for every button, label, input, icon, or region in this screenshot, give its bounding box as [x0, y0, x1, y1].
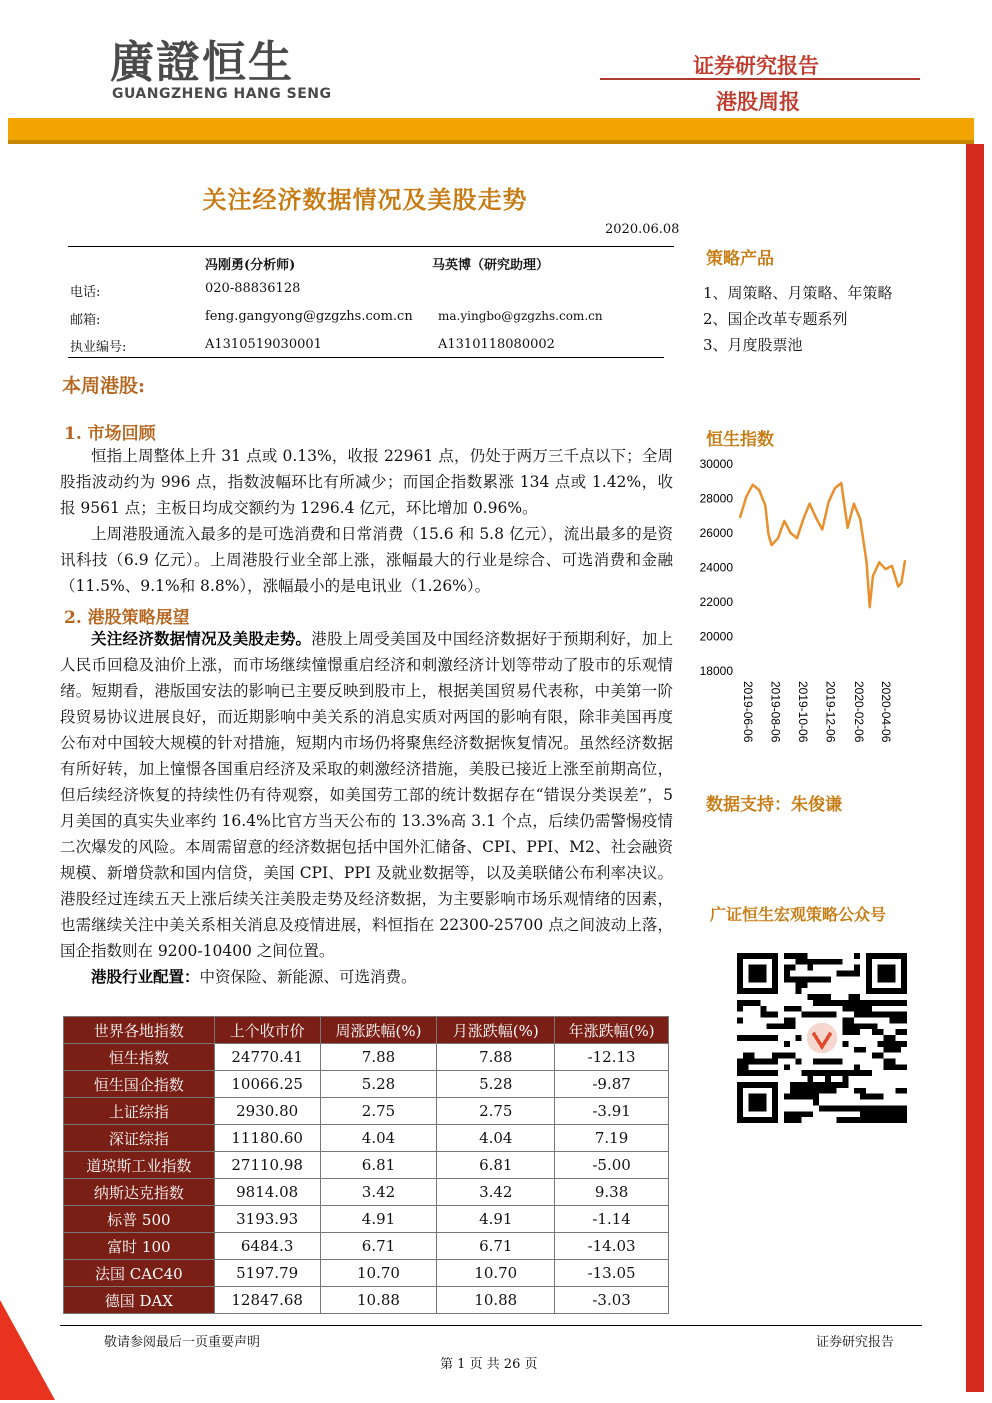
value-cell: 4.04 — [437, 1125, 555, 1152]
chart-title: 恒生指数 — [706, 430, 774, 450]
hsi-data-point — [784, 520, 786, 522]
table-header-cell: 世界各地指数 — [64, 1017, 215, 1044]
index-name-cell: 法国 CAC40 — [64, 1260, 215, 1287]
y-tick-label: 26000 — [699, 526, 733, 540]
section-2-heading: 2. 港股策略展望 — [64, 608, 190, 628]
hsi-data-point — [752, 484, 754, 486]
value-cell: 4.91 — [320, 1206, 437, 1233]
hsi-data-point — [901, 582, 903, 584]
index-name-cell: 富时 100 — [64, 1233, 215, 1260]
table-body — [64, 1044, 669, 1314]
author-top-rule — [68, 246, 674, 247]
x-tick-label: 2019-06-06 — [741, 681, 755, 743]
header-divider — [600, 78, 920, 80]
value-cell: 5.28 — [320, 1071, 437, 1098]
hsi-series-line — [740, 483, 905, 607]
phone-label: 电话: — [70, 285, 101, 300]
hsi-data-point — [758, 489, 760, 491]
report-series: 港股周报 — [716, 90, 800, 114]
table-header-cell: 上个收市价 — [214, 1017, 320, 1044]
value-cell: 3193.93 — [214, 1206, 320, 1233]
value-cell: 5.28 — [437, 1071, 555, 1098]
config-label: 港股行业配置： — [91, 967, 200, 986]
page-number: 第 1 页 共 26 页 — [440, 1357, 538, 1372]
hsi-data-point — [739, 517, 741, 519]
footer-report-type: 证券研究报告 — [816, 1335, 895, 1350]
analyst-name: 冯刚勇(分析师) — [205, 258, 296, 273]
section-1-para-2: 上周港股通流入最多的是可选消费和日常消费（15.6 和 5.8 亿元），流出最多的是资讯科技（6.9 亿元）。上周港股行业全部上涨，涨幅最大的行业是综合、可选消费和金融（11.5%、9.1%和 8.8%），涨幅最小的是电讯业（1.26%）。 — [60, 525, 673, 595]
index-name-cell: 德国 DAX — [64, 1287, 215, 1314]
hsi-data-point — [897, 586, 899, 588]
index-name-cell: 上证综指 — [64, 1098, 215, 1125]
table-row — [64, 1152, 669, 1179]
value-cell: 2.75 — [320, 1098, 437, 1125]
logo-english: GUANGZHENG HANG SENG — [112, 86, 332, 102]
value-cell: 6.81 — [437, 1152, 555, 1179]
value-cell: 6.71 — [320, 1233, 437, 1260]
hsi-data-point — [878, 562, 880, 564]
license-analyst: A1310519030001 — [205, 337, 322, 352]
corner-accent — [0, 1300, 55, 1400]
index-name-cell: 道琼斯工业指数 — [64, 1152, 215, 1179]
hsi-data-point — [768, 534, 770, 536]
hsi-data-point — [891, 565, 893, 567]
value-cell: 12847.68 — [214, 1287, 320, 1314]
y-tick-label: 30000 — [699, 457, 733, 471]
hsi-data-point — [765, 505, 767, 507]
phone-value: 020-88836128 — [205, 281, 301, 296]
license-assistant: A1310118080002 — [438, 337, 555, 352]
hsi-data-point — [746, 496, 748, 498]
email-label: 邮箱: — [70, 313, 101, 328]
world-index-table — [63, 1016, 669, 1314]
value-cell: 6.81 — [320, 1152, 437, 1179]
value-cell: 2930.80 — [214, 1098, 320, 1125]
y-tick-label: 22000 — [699, 595, 733, 609]
value-cell: 6.71 — [437, 1233, 555, 1260]
product-item[interactable]: 2、国企改革专题系列 — [703, 310, 848, 328]
section-1-heading: 1. 市场回顾 — [64, 424, 156, 444]
data-support: 数据支持：朱俊谦 — [706, 795, 842, 815]
index-name-cell: 恒生指数 — [64, 1044, 215, 1071]
section-1-para-1: 恒指上周整体上升 31 点或 0.13%，收报 22961 点，仍处于两万三千点以下；全周股指波动约为 996 点，指数波幅环比有所减少；而国企指数累涨 134 点或 1.42%，收报 9561 点；主板日均成交额约为 1296.4 亿元，环比增加 0.96%。 — [60, 447, 673, 517]
section-2-lead: 关注经济数据情况及美股走势。 — [91, 629, 312, 648]
value-cell: 10066.25 — [214, 1071, 320, 1098]
table-row — [64, 1098, 669, 1125]
wechat-title: 广证恒生宏观策略公众号 — [710, 905, 887, 924]
x-tick-label: 2019-08-06 — [768, 681, 783, 743]
hsi-data-point — [847, 527, 849, 529]
products-list — [703, 280, 893, 358]
value-cell: -3.03 — [555, 1287, 669, 1314]
table-row — [64, 1287, 669, 1314]
value-cell: 27110.98 — [214, 1152, 320, 1179]
hsi-data-point — [802, 518, 804, 520]
y-tick-label: 18000 — [699, 664, 733, 678]
hsi-data-point — [809, 503, 811, 505]
table-row — [64, 1206, 669, 1233]
section-2-body — [60, 626, 673, 990]
value-cell: -12.13 — [555, 1044, 669, 1071]
y-tick-label: 20000 — [699, 629, 733, 644]
hsi-line-chart — [690, 450, 920, 750]
x-tick-label: 2019-12-06 — [823, 681, 838, 743]
table-row — [64, 1179, 669, 1206]
author-bottom-rule — [68, 357, 664, 358]
hsi-data-point — [885, 568, 887, 570]
section-2-text: 港股上周受美国及中国经济数据好于预期利好，加上人民币回稳及油价上涨，而市场继续憧憬重启经济和刺激经济计划等带动了股市的乐观情绪。短期看，港版国安法的影响已主要反映到股市上，根据美国贸易代表称，中美第一阶段贸易协议进展良好，而近期影响中美关系的消息实质对两国的影响有限，除非美国再度公布对中国较大规模的针对措施，短期内市场仍将聚焦经济数据恢复情况。虽然经济数据有所好转，加上憧憬各国重启经济及采取的刺激经济措施，美股已接近上涨至前期高位，但后续经济恢复的持续性仍有待观察，如美国劳工部的统计数据存在“错误分类误差”，5 月美国的真实失业率约 16.4%比官方当天公布的 13.3%高 3.1 个点，后续仍需警惕疫情二次爆发的风险。本周需留意的经济数据包括中国外汇储备、CPI、PPI、M2、社会融资规模、新增贷款和国内信贷，美国 CPI、PPI 及就业数据等，以及美联储公布利率决议。港股经过连续五天上涨后续关注美股走势及经济数据，为主要影响市场乐观情绪的因素，也需继续关注中美关系相关消息及疫情进展，料恒指在 22300-25700 点之间波动上落，国企指数则在 9200-10400 之间位置。 — [60, 630, 673, 960]
table-header-cell: 周涨跌幅(%) — [320, 1017, 437, 1044]
value-cell: 10.88 — [437, 1287, 555, 1314]
table-row — [64, 1044, 669, 1071]
hsi-data-point — [840, 482, 842, 484]
table-header-row — [64, 1017, 669, 1044]
hsi-data-point — [853, 503, 855, 505]
hsi-data-point — [859, 518, 861, 520]
report-title: 关注经济数据情况及美股走势 — [202, 185, 528, 214]
x-tick-label: 2020-04-06 — [878, 681, 893, 743]
index-name-cell: 深证综指 — [64, 1125, 215, 1152]
table-row — [64, 1125, 669, 1152]
value-cell: 11180.60 — [214, 1125, 320, 1152]
value-cell: 6484.3 — [214, 1233, 320, 1260]
products-title: 策略产品 — [706, 249, 774, 269]
value-cell: 2.75 — [437, 1098, 555, 1125]
hsi-data-point — [777, 537, 779, 539]
value-cell: -13.05 — [555, 1260, 669, 1287]
value-cell: -1.14 — [555, 1206, 669, 1233]
email-assistant[interactable]: ma.yingbo@gzgzhs.com.cn — [438, 309, 603, 323]
value-cell: 5197.79 — [214, 1260, 320, 1287]
value-cell: 10.88 — [320, 1287, 437, 1314]
table-row — [64, 1071, 669, 1098]
value-cell: 3.42 — [437, 1179, 555, 1206]
hsi-data-point — [790, 532, 792, 534]
y-tick-label: 28000 — [699, 491, 733, 506]
value-cell: 7.88 — [437, 1044, 555, 1071]
value-cell: -5.00 — [555, 1152, 669, 1179]
index-name-cell: 标普 500 — [64, 1206, 215, 1233]
value-cell: 4.04 — [320, 1125, 437, 1152]
x-tick-label: 2020-02-06 — [851, 681, 866, 743]
hsi-data-point — [869, 606, 871, 608]
value-cell: 9.38 — [555, 1179, 669, 1206]
section-main-heading: 本周港股: — [62, 375, 146, 397]
table-header-cell: 年涨跌幅(%) — [555, 1017, 669, 1044]
value-cell: 10.70 — [320, 1260, 437, 1287]
logo-chinese: 廣證恒生 — [110, 37, 294, 88]
email-analyst[interactable]: feng.gangyong@gzgzhs.com.cn — [205, 309, 413, 324]
header-band-shadow — [8, 140, 974, 144]
value-cell: 7.19 — [555, 1125, 669, 1152]
wechat-qr-code[interactable] — [737, 953, 907, 1123]
product-item[interactable]: 3、月度股票池 — [703, 336, 803, 354]
hsi-data-point — [815, 517, 817, 519]
hsi-data-point — [834, 487, 836, 489]
value-cell: -3.91 — [555, 1098, 669, 1125]
assistant-name: 马英博（研究助理） — [432, 258, 550, 273]
report-date: 2020.06.08 — [605, 222, 680, 237]
value-cell: 7.88 — [320, 1044, 437, 1071]
report-type: 证券研究报告 — [693, 54, 819, 78]
section-1-body — [60, 443, 673, 599]
x-tick-label: 2019-10-06 — [796, 681, 811, 743]
right-accent-bar — [966, 144, 984, 1392]
hsi-data-point — [872, 575, 874, 577]
hsi-data-point — [904, 560, 906, 562]
hsi-data-point — [828, 501, 830, 503]
hsi-data-point — [821, 529, 823, 531]
license-label: 执业编号: — [70, 340, 127, 355]
hsi-data-point — [866, 562, 868, 564]
footer-disclaimer: 敬请参阅最后一页重要声明 — [104, 1335, 261, 1350]
value-cell: 4.91 — [437, 1206, 555, 1233]
table-row — [64, 1233, 669, 1260]
index-name-cell: 恒生国企指数 — [64, 1071, 215, 1098]
value-cell: -9.87 — [555, 1071, 669, 1098]
hsi-data-point — [771, 544, 773, 546]
value-cell: 3.42 — [320, 1179, 437, 1206]
index-name-cell: 纳斯达克指数 — [64, 1179, 215, 1206]
hsi-data-point — [796, 537, 798, 539]
y-axis — [700, 457, 734, 678]
value-cell: 9814.08 — [214, 1179, 320, 1206]
table-header-cell: 月涨跌幅(%) — [437, 1017, 555, 1044]
y-tick-label: 24000 — [699, 560, 733, 575]
footer-rule — [60, 1325, 922, 1326]
config-value: 中资保险、新能源、可选消费。 — [199, 968, 417, 986]
product-item[interactable]: 1、周策略、月策略、年策略 — [703, 284, 893, 302]
x-axis — [741, 681, 893, 743]
value-cell: 10.70 — [437, 1260, 555, 1287]
value-cell: 24770.41 — [214, 1044, 320, 1071]
value-cell: -14.03 — [555, 1233, 669, 1260]
table-row — [64, 1260, 669, 1287]
